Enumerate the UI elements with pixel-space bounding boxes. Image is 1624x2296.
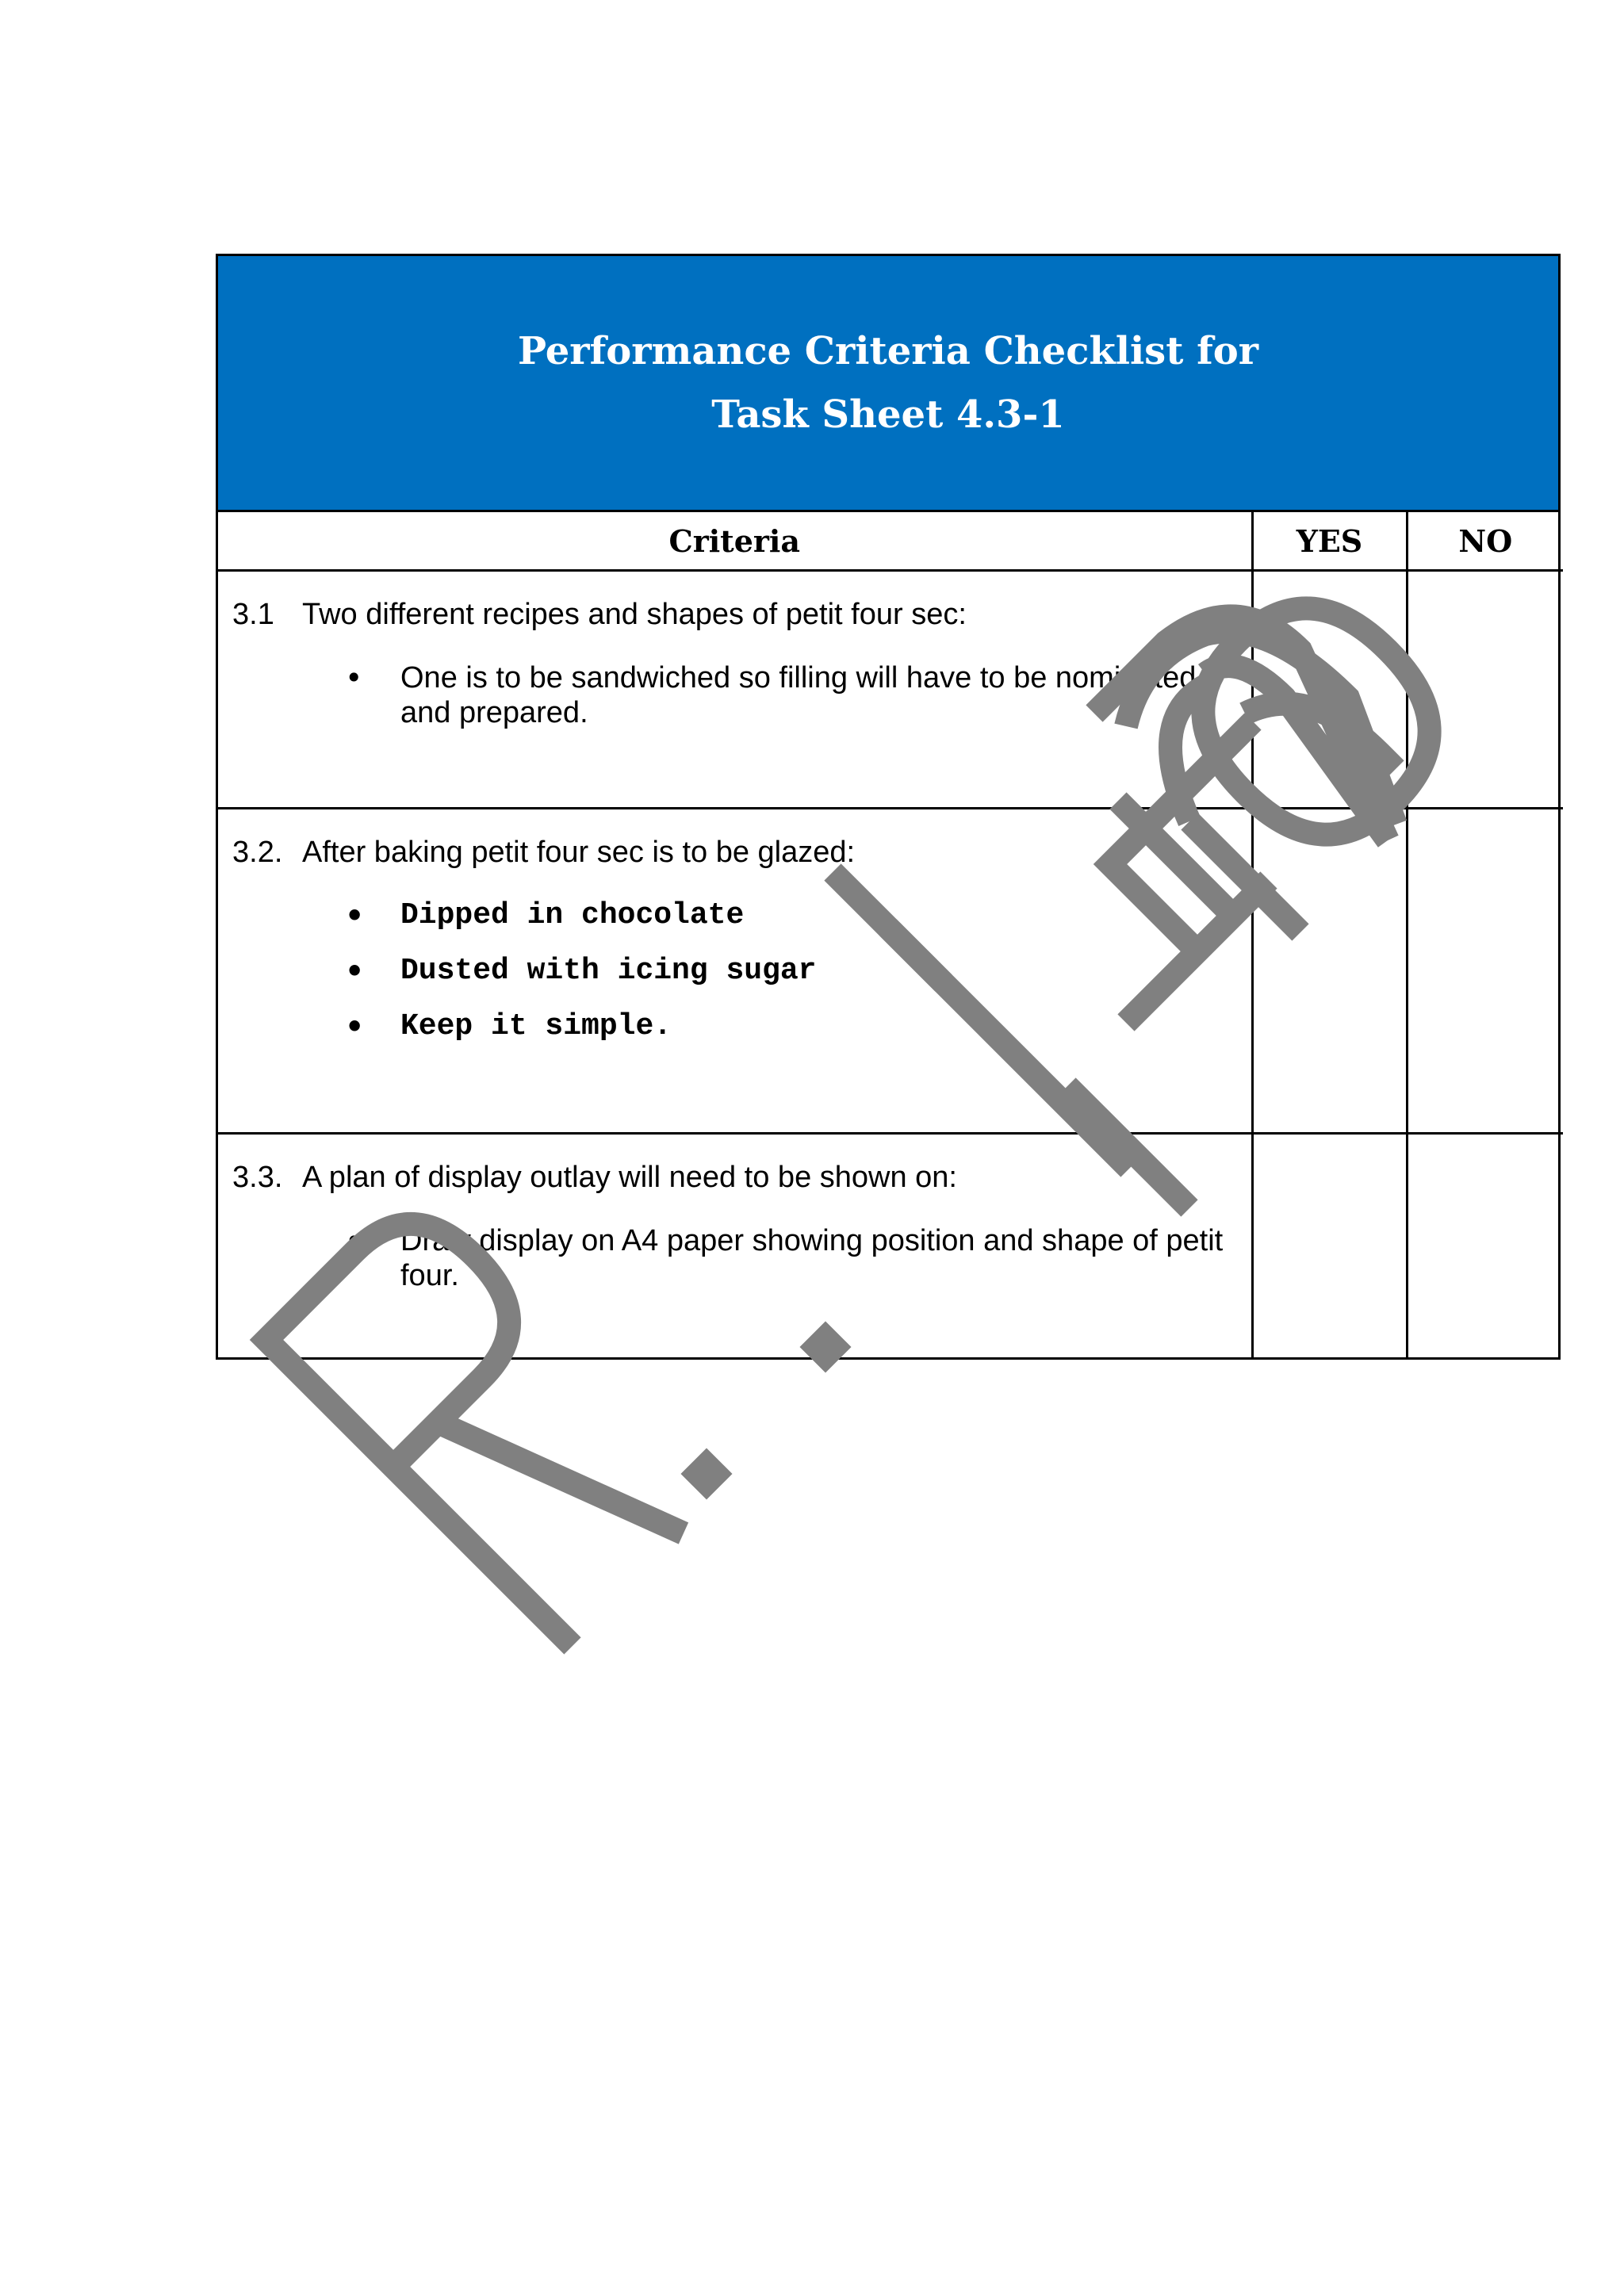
criteria-cell — [218, 571, 1252, 809]
no-cell[interactable] — [1407, 809, 1563, 1134]
criteria-cell — [218, 1134, 1252, 1357]
yes-cell[interactable] — [1252, 571, 1407, 809]
criteria-header: Criteria — [218, 512, 1252, 571]
criteria-text: After baking petit four sec is to be glazed: — [302, 836, 856, 869]
no-header: NO — [1407, 512, 1563, 571]
criteria-bullet: • Draw display on A4 paper showing position and shape of petit four. — [400, 1223, 1232, 1293]
criteria-number: 3.1 — [232, 598, 274, 631]
table-row — [218, 809, 1563, 1134]
criteria-bullet: • Dusted with icing sugar — [400, 954, 1232, 989]
yes-header: YES — [1252, 512, 1407, 571]
criteria-number: 3.3. — [232, 1161, 283, 1194]
criteria-text: A plan of display outlay will need to be shown on: — [302, 1161, 957, 1194]
criteria-bullet: • Dipped in chocolate — [400, 898, 1232, 933]
no-cell[interactable] — [1407, 571, 1563, 809]
criteria-text: Two different recipes and shapes of petit four sec: — [302, 598, 967, 631]
criteria-bullet: • One is to be sandwiched so filling will have to be nominated and prepared. — [400, 660, 1232, 730]
criteria-number: 3.2. — [232, 836, 283, 869]
no-cell[interactable] — [1407, 1134, 1563, 1357]
table-header-row — [218, 512, 1563, 571]
table-row — [218, 571, 1563, 809]
yes-cell[interactable] — [1252, 809, 1407, 1134]
criteria-bullet: • Keep it simple. — [400, 1009, 1232, 1044]
checklist-sheet — [216, 254, 1561, 1360]
table-row — [218, 1134, 1563, 1357]
criteria-cell — [218, 809, 1252, 1134]
title-line-1: Performance Criteria Checklist for — [517, 329, 1259, 373]
yes-cell[interactable] — [1252, 1134, 1407, 1357]
title-band — [218, 256, 1558, 512]
criteria-table — [218, 512, 1563, 1357]
title-line-2: Task Sheet 4.3-1 — [711, 392, 1065, 437]
